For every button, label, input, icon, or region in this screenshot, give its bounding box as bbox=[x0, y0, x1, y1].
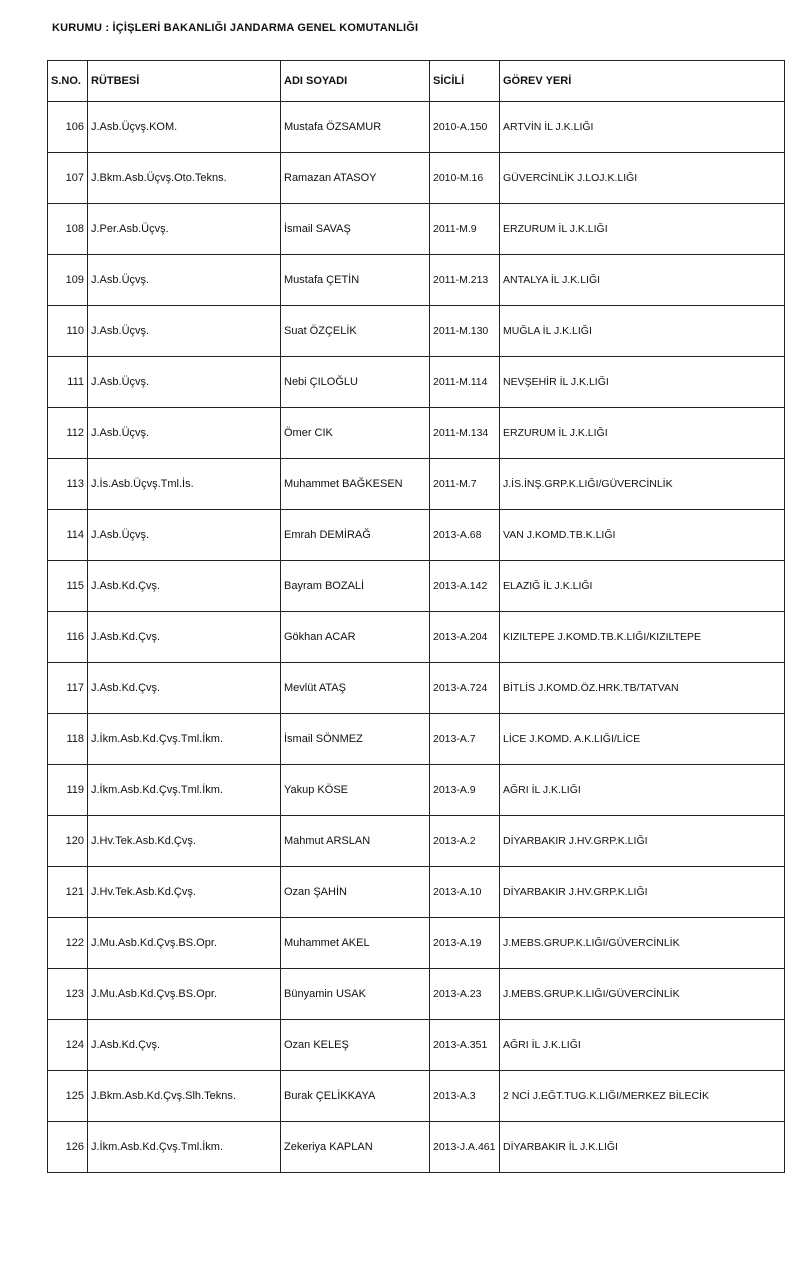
cell-rutbe: J.Asb.Üçvş. bbox=[88, 357, 281, 408]
cell-sicil: 2010-A.150 bbox=[430, 102, 500, 153]
cell-gorev-yeri: NEVŞEHİR İL J.K.LIĞI bbox=[500, 357, 785, 408]
cell-ad-soyad: Mustafa ÖZSAMUR bbox=[281, 102, 430, 153]
cell-rutbe: J.Asb.Kd.Çvş. bbox=[88, 561, 281, 612]
table-row bbox=[48, 510, 785, 561]
cell-sicil: 2011-M.213 bbox=[430, 255, 500, 306]
table-row bbox=[48, 561, 785, 612]
cell-gorev-yeri: VAN J.KOMD.TB.K.LIĞI bbox=[500, 510, 785, 561]
cell-sno: 120 bbox=[48, 816, 88, 867]
cell-sno: 119 bbox=[48, 765, 88, 816]
table-row bbox=[48, 204, 785, 255]
cell-sno: 111 bbox=[48, 357, 88, 408]
cell-gorev-yeri: J.İS.İNŞ.GRP.K.LIĞI/GÜVERCİNLİK bbox=[500, 459, 785, 510]
cell-sno: 112 bbox=[48, 408, 88, 459]
cell-rutbe: J.Mu.Asb.Kd.Çvş.BS.Opr. bbox=[88, 918, 281, 969]
cell-sicil: 2011-M.134 bbox=[430, 408, 500, 459]
table-row bbox=[48, 765, 785, 816]
cell-gorev-yeri: GÜVERCİNLİK J.LOJ.K.LIĞI bbox=[500, 153, 785, 204]
table-row bbox=[48, 612, 785, 663]
cell-rutbe: J.Asb.Üçvş. bbox=[88, 255, 281, 306]
cell-sno: 114 bbox=[48, 510, 88, 561]
cell-sno: 124 bbox=[48, 1020, 88, 1071]
cell-rutbe: J.Hv.Tek.Asb.Kd.Çvş. bbox=[88, 867, 281, 918]
cell-rutbe: J.İkm.Asb.Kd.Çvş.Tml.İkm. bbox=[88, 1122, 281, 1173]
cell-gorev-yeri: ERZURUM İL J.K.LIĞI bbox=[500, 204, 785, 255]
cell-gorev-yeri: J.MEBS.GRUP.K.LIĞI/GÜVERCİNLİK bbox=[500, 969, 785, 1020]
cell-ad-soyad: Emrah DEMİRAĞ bbox=[281, 510, 430, 561]
cell-ad-soyad: Burak ÇELİKKAYA bbox=[281, 1071, 430, 1122]
cell-sno: 110 bbox=[48, 306, 88, 357]
cell-sno: 126 bbox=[48, 1122, 88, 1173]
table-row bbox=[48, 408, 785, 459]
cell-sicil: 2013-A.142 bbox=[430, 561, 500, 612]
cell-sicil: 2013-A.724 bbox=[430, 663, 500, 714]
document-title: KURUMU : İÇİŞLERİ BAKANLIĞI JANDARMA GENEL KOMUTANLIĞI bbox=[52, 22, 419, 34]
cell-ad-soyad: Mahmut ARSLAN bbox=[281, 816, 430, 867]
table-row bbox=[48, 918, 785, 969]
cell-sicil: 2011-M.130 bbox=[430, 306, 500, 357]
cell-gorev-yeri: AĞRI İL J.K.LIĞI bbox=[500, 1020, 785, 1071]
cell-rutbe: J.Asb.Üçvş. bbox=[88, 510, 281, 561]
cell-gorev-yeri: KIZILTEPE J.KOMD.TB.K.LIĞI/KIZILTEPE bbox=[500, 612, 785, 663]
cell-sno: 122 bbox=[48, 918, 88, 969]
cell-ad-soyad: İsmail SÖNMEZ bbox=[281, 714, 430, 765]
cell-ad-soyad: Nebi ÇILOĞLU bbox=[281, 357, 430, 408]
cell-rutbe: J.İkm.Asb.Kd.Çvş.Tml.İkm. bbox=[88, 765, 281, 816]
cell-sno: 115 bbox=[48, 561, 88, 612]
cell-gorev-yeri: DİYARBAKIR J.HV.GRP.K.LIĞI bbox=[500, 816, 785, 867]
table-row bbox=[48, 1122, 785, 1173]
cell-sno: 107 bbox=[48, 153, 88, 204]
cell-sicil: 2013-A.9 bbox=[430, 765, 500, 816]
table-row bbox=[48, 816, 785, 867]
table-row bbox=[48, 357, 785, 408]
table-row bbox=[48, 255, 785, 306]
cell-ad-soyad: Bünyamin USAK bbox=[281, 969, 430, 1020]
cell-gorev-yeri: ERZURUM İL J.K.LIĞI bbox=[500, 408, 785, 459]
table-row bbox=[48, 867, 785, 918]
table-row bbox=[48, 969, 785, 1020]
table-row bbox=[48, 153, 785, 204]
cell-gorev-yeri: J.MEBS.GRUP.K.LIĞI/GÜVERCİNLİK bbox=[500, 918, 785, 969]
column-header-sicil: SİCİLİ bbox=[430, 61, 500, 102]
cell-ad-soyad: Suat ÖZÇELİK bbox=[281, 306, 430, 357]
personnel-table bbox=[47, 60, 785, 1173]
cell-ad-soyad: Mevlüt ATAŞ bbox=[281, 663, 430, 714]
cell-sicil: 2011-M.9 bbox=[430, 204, 500, 255]
table-row bbox=[48, 714, 785, 765]
cell-ad-soyad: İsmail SAVAŞ bbox=[281, 204, 430, 255]
cell-ad-soyad: Ramazan ATASOY bbox=[281, 153, 430, 204]
cell-rutbe: J.Bkm.Asb.Üçvş.Oto.Tekns. bbox=[88, 153, 281, 204]
cell-ad-soyad: Gökhan ACAR bbox=[281, 612, 430, 663]
cell-sno: 108 bbox=[48, 204, 88, 255]
cell-ad-soyad: Muhammet BAĞKESEN bbox=[281, 459, 430, 510]
cell-rutbe: J.Asb.Kd.Çvş. bbox=[88, 612, 281, 663]
cell-rutbe: J.Asb.Üçvş. bbox=[88, 408, 281, 459]
table-header-row bbox=[48, 61, 785, 102]
cell-gorev-yeri: 2 NCİ J.EĞT.TUG.K.LIĞI/MERKEZ BİLECİK bbox=[500, 1071, 785, 1122]
column-header-gorev-yeri: GÖREV YERİ bbox=[500, 61, 785, 102]
cell-ad-soyad: Ozan ŞAHİN bbox=[281, 867, 430, 918]
cell-sicil: 2013-A.10 bbox=[430, 867, 500, 918]
cell-sicil: 2013-A.2 bbox=[430, 816, 500, 867]
cell-sicil: 2013-A.204 bbox=[430, 612, 500, 663]
cell-sno: 123 bbox=[48, 969, 88, 1020]
cell-rutbe: J.İkm.Asb.Kd.Çvş.Tml.İkm. bbox=[88, 714, 281, 765]
table-row bbox=[48, 102, 785, 153]
cell-rutbe: J.Asb.Kd.Çvş. bbox=[88, 663, 281, 714]
table-row bbox=[48, 1071, 785, 1122]
cell-gorev-yeri: ANTALYA İL J.K.LIĞI bbox=[500, 255, 785, 306]
cell-ad-soyad: Zekeriya KAPLAN bbox=[281, 1122, 430, 1173]
cell-gorev-yeri: ARTVİN İL J.K.LIĞI bbox=[500, 102, 785, 153]
cell-rutbe: J.Asb.Kd.Çvş. bbox=[88, 1020, 281, 1071]
cell-rutbe: J.İs.Asb.Üçvş.Tml.İs. bbox=[88, 459, 281, 510]
cell-rutbe: J.Hv.Tek.Asb.Kd.Çvş. bbox=[88, 816, 281, 867]
cell-ad-soyad: Mustafa ÇETİN bbox=[281, 255, 430, 306]
cell-sno: 106 bbox=[48, 102, 88, 153]
cell-gorev-yeri: MUĞLA İL J.K.LIĞI bbox=[500, 306, 785, 357]
cell-sno: 125 bbox=[48, 1071, 88, 1122]
column-header-rutbe: RÜTBESİ bbox=[88, 61, 281, 102]
cell-sno: 109 bbox=[48, 255, 88, 306]
cell-rutbe: J.Mu.Asb.Kd.Çvş.BS.Opr. bbox=[88, 969, 281, 1020]
cell-ad-soyad: Bayram BOZALİ bbox=[281, 561, 430, 612]
cell-sicil: 2011-M.7 bbox=[430, 459, 500, 510]
cell-gorev-yeri: DİYARBAKIR İL J.K.LIĞI bbox=[500, 1122, 785, 1173]
cell-rutbe: J.Asb.Üçvş.KOM. bbox=[88, 102, 281, 153]
cell-sno: 116 bbox=[48, 612, 88, 663]
cell-sicil: 2010-M.16 bbox=[430, 153, 500, 204]
cell-gorev-yeri: AĞRI İL J.K.LIĞI bbox=[500, 765, 785, 816]
cell-ad-soyad: Muhammet AKEL bbox=[281, 918, 430, 969]
cell-sno: 113 bbox=[48, 459, 88, 510]
cell-ad-soyad: Ömer CIK bbox=[281, 408, 430, 459]
table-row bbox=[48, 1020, 785, 1071]
cell-sicil: 2013-A.23 bbox=[430, 969, 500, 1020]
cell-rutbe: J.Asb.Üçvş. bbox=[88, 306, 281, 357]
table-row bbox=[48, 663, 785, 714]
cell-sno: 117 bbox=[48, 663, 88, 714]
cell-sicil: 2013-A.7 bbox=[430, 714, 500, 765]
cell-gorev-yeri: ELAZIĞ İL J.K.LIĞI bbox=[500, 561, 785, 612]
cell-sno: 121 bbox=[48, 867, 88, 918]
cell-gorev-yeri: DİYARBAKIR J.HV.GRP.K.LIĞI bbox=[500, 867, 785, 918]
cell-sno: 118 bbox=[48, 714, 88, 765]
cell-gorev-yeri: BİTLİS J.KOMD.ÖZ.HRK.TB/TATVAN bbox=[500, 663, 785, 714]
cell-sicil: 2013-A.68 bbox=[430, 510, 500, 561]
cell-sicil: 2013-A.3 bbox=[430, 1071, 500, 1122]
cell-sicil: 2013-A.19 bbox=[430, 918, 500, 969]
cell-sicil: 2013-A.351 bbox=[430, 1020, 500, 1071]
cell-ad-soyad: Ozan KELEŞ bbox=[281, 1020, 430, 1071]
cell-rutbe: J.Per.Asb.Üçvş. bbox=[88, 204, 281, 255]
table-row bbox=[48, 306, 785, 357]
column-header-ad-soyad: ADI SOYADI bbox=[281, 61, 430, 102]
cell-rutbe: J.Bkm.Asb.Kd.Çvş.Slh.Tekns. bbox=[88, 1071, 281, 1122]
cell-gorev-yeri: LİCE J.KOMD. A.K.LIĞI/LİCE bbox=[500, 714, 785, 765]
cell-ad-soyad: Yakup KÖSE bbox=[281, 765, 430, 816]
cell-sicil: 2013-J.A.461 bbox=[430, 1122, 500, 1173]
cell-sicil: 2011-M.114 bbox=[430, 357, 500, 408]
column-header-sno: S.NO. bbox=[48, 61, 88, 102]
table-row bbox=[48, 459, 785, 510]
